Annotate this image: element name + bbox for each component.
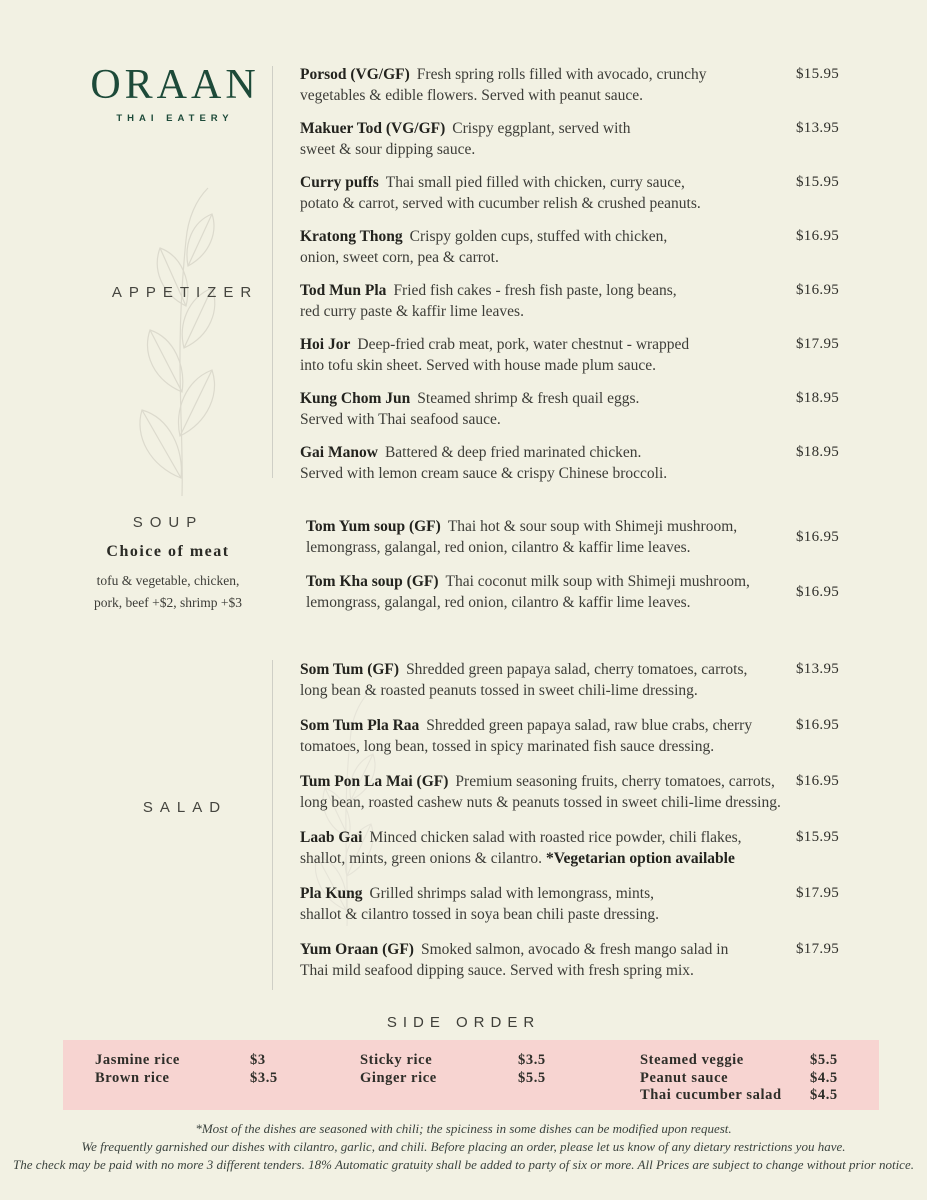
item-desc-line1: Thai small pied filled with chicken, curry sauce,	[385, 174, 685, 191]
item-name: Som Tum Pla Raa	[300, 717, 420, 734]
side-order-price: $3.5	[250, 1069, 278, 1086]
side-order-name: Steamed veggie	[640, 1052, 744, 1068]
item-name: Tom Yum soup (GF)	[306, 518, 441, 535]
side-order-row	[640, 1070, 870, 1088]
soup-item-list	[306, 516, 878, 626]
side-order-name: Sticky rice	[360, 1052, 433, 1068]
menu-item-som-tum-pla-raa	[300, 715, 878, 757]
item-name: Kung Chom Jun	[300, 390, 411, 407]
item-price: $16.95	[796, 528, 840, 545]
item-desc-line2: shallot & cilantro tossed in soya bean chili paste dressing.	[300, 906, 660, 923]
item-desc-line2: tomatoes, long bean, tossed in spicy marinated fish sauce dressing.	[300, 738, 715, 755]
side-order-row	[95, 1070, 310, 1088]
footer-note-line3: The check may be paid with no more 3 different tenders. 18% Automatic gratuity shall be added to party of six or more. All Prices are subject to change without prior notice.	[13, 1157, 914, 1172]
item-desc-line2: sweet & sour dipping sauce.	[300, 141, 476, 158]
item-desc-line1: Steamed shrimp & fresh quail eggs.	[417, 390, 640, 407]
footer-note-line2: We frequently garnished our dishes with cilantro, garlic, and chili. Before placing an order, please let us know of any dietary restrictions you have.	[81, 1139, 846, 1154]
menu-item-yum-oraan	[300, 939, 878, 981]
item-name: Hoi Jor	[300, 336, 351, 353]
side-order-row	[360, 1052, 578, 1070]
side-order-price: $3	[250, 1052, 266, 1068]
item-price: $15.95	[796, 66, 840, 82]
soup-meat-options-line2: pork, beef +$2, shrimp +$3	[94, 595, 242, 611]
soup-meat-options	[40, 570, 296, 615]
item-price: $18.95	[796, 390, 840, 406]
appetizer-divider-line	[272, 66, 273, 478]
salad-divider-line	[272, 660, 273, 990]
menu-item-hoi-jor	[300, 334, 878, 376]
soup-section-label-block	[40, 514, 296, 615]
brand-tagline: THAI EATERY	[116, 113, 234, 124]
menu-item-tod-mun-pla	[300, 280, 878, 322]
item-desc-line1: Premium seasoning fruits, cherry tomatoes, carrots,	[455, 773, 775, 790]
salad-item-list	[300, 659, 878, 995]
item-price: $18.95	[796, 444, 840, 460]
item-name: Laab Gai	[300, 829, 363, 846]
item-name: Pla Kung	[300, 885, 363, 902]
side-order-name: Ginger rice	[360, 1069, 437, 1086]
item-desc-line2: into tofu skin sheet. Served with house made plum sauce.	[300, 357, 657, 374]
menu-item-porsod	[300, 64, 878, 106]
appetizer-section-label: APPETIZER	[111, 284, 259, 301]
side-order-row	[360, 1070, 578, 1088]
item-price: $17.95	[796, 941, 840, 957]
item-desc-line1: Shredded green papaya salad, cherry tomatoes, carrots,	[406, 661, 748, 678]
item-name: Yum Oraan (GF)	[300, 941, 414, 958]
item-name: Tom Kha soup (GF)	[306, 573, 439, 590]
side-order-name: Peanut sauce	[640, 1069, 729, 1086]
menu-item-kratong-thong	[300, 226, 878, 268]
item-desc-line2: Served with Thai seafood sauce.	[300, 411, 501, 428]
item-name: Tod Mun Pla	[300, 282, 387, 299]
item-desc-line2: lemongrass, galangal, red onion, cilantro & kaffir lime leaves.	[306, 539, 691, 556]
item-price: $16.95	[796, 583, 840, 600]
menu-item-gai-manow	[300, 442, 878, 484]
item-price: $16.95	[796, 282, 840, 298]
item-desc-line1: Fried fish cakes - fresh fish paste, long beans,	[393, 282, 677, 299]
item-name: Som Tum (GF)	[300, 661, 400, 678]
side-order-section-label: SIDE ORDER	[386, 1014, 541, 1031]
appetizer-item-list	[300, 64, 878, 496]
footer-notes	[0, 1120, 927, 1174]
menu-item-som-tum	[300, 659, 878, 701]
item-desc-line1: Grilled shrimps salad with lemongrass, mints,	[369, 885, 655, 902]
side-order-price: $4.5	[810, 1069, 838, 1086]
item-desc-bold-note: *Vegetarian option available	[545, 850, 735, 867]
item-desc-line1: Deep-fried crab meat, pork, water chestnut - wrapped	[357, 336, 690, 353]
item-desc-line1: Thai coconut milk soup with Shimeji mushroom,	[445, 573, 750, 590]
item-price: $15.95	[796, 829, 840, 845]
footer-note-line1: *Most of the dishes are seasoned with chili; the spiciness in some dishes can be modified upon request.	[195, 1121, 732, 1136]
menu-item-tom-yum	[306, 516, 878, 558]
item-name: Tum Pon La Mai (GF)	[300, 773, 449, 790]
soup-meat-options-line1: tofu & vegetable, chicken,	[96, 573, 240, 588]
brand-name: ORAAN	[90, 62, 260, 108]
side-order-column-1	[95, 1052, 310, 1110]
item-desc-line2: vegetables & edible flowers. Served with peanut sauce.	[300, 87, 644, 104]
soup-section-label: SOUP	[132, 514, 204, 531]
item-desc-line2: red curry paste & kaffir lime leaves.	[300, 303, 524, 320]
menu-item-kung-chom-jun	[300, 388, 878, 430]
item-name: Porsod (VG/GF)	[300, 66, 410, 83]
menu-item-tum-pon-la-mai	[300, 771, 878, 813]
item-desc-line1: Battered & deep fried marinated chicken.	[384, 444, 642, 461]
item-desc-line2: shallot, mints, green onions & cilantro.	[300, 850, 542, 867]
salad-section-label: SALAD	[142, 799, 228, 816]
item-desc-line2: Thai mild seafood dipping sauce. Served with fresh spring mix.	[300, 962, 694, 979]
item-desc-line1: Crispy eggplant, served with	[452, 120, 631, 137]
item-desc-line1: Crispy golden cups, stuffed with chicken,	[409, 228, 668, 245]
item-desc-line2: long bean, roasted cashew nuts & peanuts tossed in sweet chili-lime dressing.	[300, 794, 781, 811]
item-desc-line2: onion, sweet corn, pea & carrot.	[300, 249, 499, 266]
menu-item-makuer-tod	[300, 118, 878, 160]
item-price: $13.95	[796, 120, 840, 136]
item-name: Curry puffs	[300, 174, 379, 191]
side-order-price: $5.5	[810, 1052, 838, 1068]
item-desc-line1: Minced chicken salad with roasted rice powder, chili flakes,	[369, 829, 742, 846]
item-name: Makuer Tod (VG/GF)	[300, 120, 446, 137]
side-order-row	[640, 1087, 870, 1105]
item-price: $16.95	[796, 228, 840, 244]
item-price: $16.95	[796, 717, 840, 733]
item-price: $15.95	[796, 174, 840, 190]
menu-item-pla-kung	[300, 883, 878, 925]
item-desc-line1: Fresh spring rolls filled with avocado, crunchy	[416, 66, 707, 83]
item-name: Gai Manow	[300, 444, 378, 461]
menu-item-tom-kha	[306, 571, 878, 613]
side-order-column-3	[640, 1052, 870, 1110]
item-desc-line1: Smoked salmon, avocado & fresh mango salad in	[420, 941, 729, 958]
brand-logo	[65, 64, 285, 124]
menu-item-curry-puffs	[300, 172, 878, 214]
item-desc-line2: long bean & roasted peanuts tossed in sweet chili-lime dressing.	[300, 682, 698, 699]
leaf-branch-illustration	[70, 178, 290, 498]
soup-choice-of-meat-label: Choice of meat	[106, 543, 230, 560]
item-name: Kratong Thong	[300, 228, 403, 245]
side-order-price: $3.5	[518, 1052, 546, 1068]
item-desc-line2: Served with lemon cream sauce & crispy Chinese broccoli.	[300, 465, 668, 482]
side-order-row	[95, 1052, 310, 1070]
item-desc-line1: Thai hot & sour soup with Shimeji mushroom,	[447, 518, 738, 535]
side-order-name: Thai cucumber salad	[640, 1087, 782, 1103]
side-order-price: $4.5	[810, 1087, 838, 1103]
side-order-name: Brown rice	[95, 1069, 170, 1086]
side-order-row	[640, 1052, 870, 1070]
side-order-price: $5.5	[518, 1069, 546, 1086]
side-order-name: Jasmine rice	[95, 1052, 180, 1068]
item-price: $17.95	[796, 336, 840, 352]
item-desc-line2: potato & carrot, served with cucumber relish & crushed peanuts.	[300, 195, 701, 212]
side-order-panel	[63, 1040, 879, 1110]
menu-item-laab-gai	[300, 827, 878, 869]
item-desc-line1: Shredded green papaya salad, raw blue crabs, cherry	[426, 717, 753, 734]
item-price: $17.95	[796, 885, 840, 901]
side-order-column-2	[360, 1052, 578, 1110]
item-price: $13.95	[796, 661, 840, 677]
item-desc-line2: lemongrass, galangal, red onion, cilantro & kaffir lime leaves.	[306, 594, 691, 611]
item-price: $16.95	[796, 773, 840, 789]
